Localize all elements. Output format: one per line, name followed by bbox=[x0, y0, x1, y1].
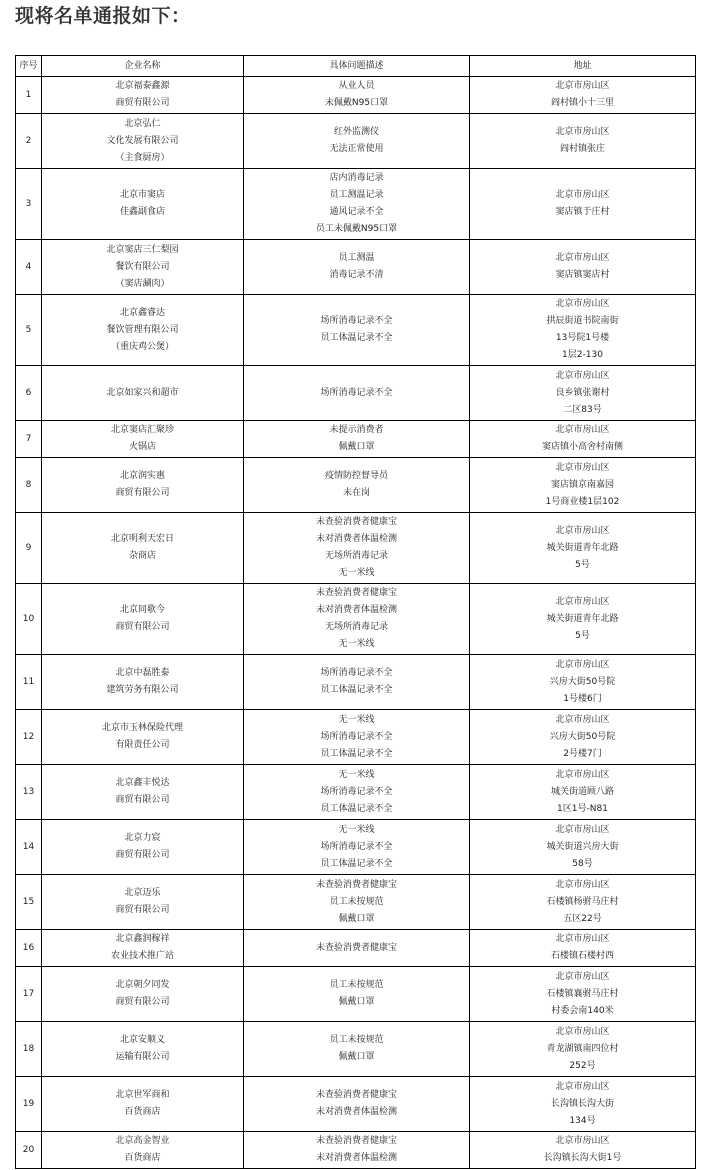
cell-serial-no: 3 bbox=[16, 169, 42, 240]
table-row bbox=[16, 655, 696, 710]
cell-issue-description-line: 佩戴口罩 bbox=[338, 913, 375, 924]
cell-address-line: 北京市房山区 bbox=[555, 81, 610, 91]
table-header-row bbox=[16, 56, 696, 77]
header-issue-description: 具体问题描述 bbox=[244, 56, 470, 77]
table-row bbox=[16, 114, 696, 169]
cell-address bbox=[470, 169, 696, 240]
table-row bbox=[16, 820, 696, 875]
cell-issue-description-line: 场所消毒记录不全 bbox=[320, 786, 393, 797]
cell-serial-no: 5 bbox=[16, 295, 42, 366]
cell-company-name-line: 商贸有限公司 bbox=[115, 850, 170, 860]
cell-address bbox=[470, 655, 696, 710]
cell-issue-description-line: 无一米线 bbox=[338, 824, 375, 835]
cell-address-line: 北京市房山区 bbox=[555, 879, 610, 890]
cell-issue-description-line: 未查验消费者健康宝 bbox=[315, 879, 397, 890]
cell-issue-description-line: 无场所消毒记录 bbox=[324, 551, 388, 561]
cell-address-line: 良乡镇张谢村 bbox=[555, 387, 610, 398]
cell-address bbox=[470, 820, 696, 875]
cell-address-line: 13号院1号楼 bbox=[555, 333, 610, 343]
cell-address-line: 北京市房山区 bbox=[555, 934, 610, 944]
cell-address-line: 石楼镇襄驸马庄村 bbox=[546, 988, 619, 999]
cell-address-line: 村委会南140米 bbox=[551, 1005, 614, 1016]
cell-issue-description-line: 无一米线 bbox=[338, 568, 375, 578]
cell-address-line: 五区22号 bbox=[563, 913, 602, 924]
cell-issue-description-line: 无一米线 bbox=[338, 714, 375, 725]
cell-serial-no: 2 bbox=[16, 114, 42, 169]
cell-issue-description-line: 员工体温记录不全 bbox=[320, 858, 393, 869]
cell-issue-description bbox=[244, 1132, 470, 1169]
cell-company-name-line: 北京市窦店 bbox=[119, 190, 165, 200]
cell-company-name-line: 北京中磊胜泰 bbox=[115, 668, 170, 678]
cell-company-name-line: 商贸有限公司 bbox=[115, 622, 170, 632]
table-row bbox=[16, 967, 696, 1022]
table-row bbox=[16, 1022, 696, 1077]
cell-company-name bbox=[42, 421, 244, 458]
cell-issue-description bbox=[244, 967, 470, 1022]
cell-issue-description-line: 员工未佩戴N95口罩 bbox=[315, 224, 398, 234]
cell-address bbox=[470, 765, 696, 820]
cell-address-line: 窦店镇小高舍村南侧 bbox=[541, 442, 623, 452]
cell-address-line: 城关街道顾八路 bbox=[550, 786, 614, 797]
cell-address-line: 北京市房山区 bbox=[555, 462, 610, 473]
cell-company-name bbox=[42, 114, 244, 169]
cell-address bbox=[470, 458, 696, 513]
cell-issue-description bbox=[244, 513, 470, 584]
cell-address-line: 长沟镇长沟大街 bbox=[550, 1098, 614, 1109]
cell-issue-description bbox=[244, 77, 470, 114]
cell-company-name-line: 百货商店 bbox=[124, 1153, 161, 1163]
cell-serial-no: 18 bbox=[16, 1022, 42, 1077]
cell-address-line: 5号 bbox=[575, 630, 590, 641]
cell-issue-description-line: 员工未按规范 bbox=[329, 980, 384, 990]
cell-issue-description bbox=[244, 875, 470, 930]
cell-issue-description-line: 未查验消费者健康宝 bbox=[315, 1136, 397, 1146]
cell-issue-description-line: 员工测温记录 bbox=[329, 190, 384, 200]
cell-serial-no: 7 bbox=[16, 421, 42, 458]
cell-address-line: 北京市房山区 bbox=[555, 525, 610, 536]
cell-issue-description-line: 佩戴口罩 bbox=[338, 442, 375, 452]
cell-issue-description-line: 员工未按规范 bbox=[329, 896, 384, 907]
cell-address-line: 北京市房山区 bbox=[555, 425, 610, 435]
cell-serial-no: 4 bbox=[16, 240, 42, 295]
cell-address-line: 1号商业楼1层102 bbox=[545, 496, 620, 507]
cell-issue-description-line: 场所消毒记录不全 bbox=[320, 668, 393, 678]
cell-address-line: 1层2-130 bbox=[562, 350, 603, 360]
cell-address bbox=[470, 875, 696, 930]
table-row bbox=[16, 1077, 696, 1132]
cell-issue-description-line: 未对消费者体温检测 bbox=[315, 1107, 397, 1117]
cell-address-line: 1号楼6门 bbox=[563, 693, 602, 704]
cell-address bbox=[470, 1022, 696, 1077]
table-row bbox=[16, 930, 696, 967]
cell-address bbox=[470, 967, 696, 1022]
cell-issue-description-line: 无法正常使用 bbox=[329, 144, 384, 154]
cell-address bbox=[470, 77, 696, 114]
cell-address-line: 阎村镇张庄 bbox=[559, 144, 605, 154]
cell-company-name-line: 北京明利天宏日 bbox=[110, 534, 174, 544]
table-row bbox=[16, 513, 696, 584]
cell-issue-description-line: 未在岗 bbox=[342, 488, 370, 498]
cell-address bbox=[470, 710, 696, 765]
cell-issue-description-line: 从业人员 bbox=[338, 81, 375, 91]
cell-address-line: 石楼镇杨驸马庄村 bbox=[546, 896, 619, 907]
cell-company-name-line: 餐饮管理有限公司 bbox=[106, 324, 179, 335]
cell-address bbox=[470, 421, 696, 458]
cell-address-line: 窦店镇于庄村 bbox=[555, 207, 610, 217]
cell-address-line: 拱辰街道书院南街 bbox=[546, 316, 619, 326]
cell-issue-description bbox=[244, 240, 470, 295]
cell-company-name bbox=[42, 458, 244, 513]
cell-issue-description bbox=[244, 366, 470, 421]
cell-serial-no: 8 bbox=[16, 458, 42, 513]
cell-serial-no: 19 bbox=[16, 1077, 42, 1132]
cell-issue-description-line: 佩戴口罩 bbox=[338, 997, 375, 1007]
cell-company-name-line: （主食厨房） bbox=[115, 152, 170, 163]
cell-address bbox=[470, 1132, 696, 1169]
cell-issue-description-line: 疫情防控督导员 bbox=[324, 471, 388, 481]
cell-issue-description-line: 场所消毒记录不全 bbox=[320, 841, 393, 852]
cell-company-name-line: 商贸有限公司 bbox=[115, 795, 170, 805]
cell-company-name bbox=[42, 513, 244, 584]
cell-address bbox=[470, 513, 696, 584]
cell-company-name bbox=[42, 930, 244, 967]
cell-issue-description bbox=[244, 765, 470, 820]
cell-address-line: 北京市房山区 bbox=[555, 370, 610, 381]
cell-address-line: 北京市房山区 bbox=[555, 127, 610, 137]
cell-address-line: 城关街道兴房大街 bbox=[546, 841, 619, 852]
cell-issue-description-line: 未对消费者体温检测 bbox=[315, 1153, 397, 1163]
cell-company-name-line: 商贸有限公司 bbox=[115, 98, 170, 108]
cell-address-line: 兴房大街50号院 bbox=[549, 731, 616, 742]
cell-company-name bbox=[42, 584, 244, 655]
page-heading: 现将名单通报如下： bbox=[15, 5, 191, 27]
cell-serial-no: 1 bbox=[16, 77, 42, 114]
cell-company-name-line: （重庆鸡公煲） bbox=[110, 341, 174, 352]
cell-company-name bbox=[42, 655, 244, 710]
table-row bbox=[16, 240, 696, 295]
table-row bbox=[16, 169, 696, 240]
cell-company-name-line: 北京鑫润稼祥 bbox=[115, 934, 170, 944]
cell-issue-description-line: 员工体温记录不全 bbox=[320, 333, 393, 343]
cell-issue-description bbox=[244, 710, 470, 765]
cell-company-name-line: 北京力宸 bbox=[124, 833, 161, 843]
cell-company-name-line: 商贸有限公司 bbox=[115, 905, 170, 915]
table-row bbox=[16, 458, 696, 513]
cell-company-name-line: 有限责任公司 bbox=[115, 740, 170, 750]
cell-company-name-line: 北京世军商和 bbox=[115, 1090, 170, 1100]
cell-company-name-line: 北京弘仁 bbox=[124, 118, 161, 129]
cell-address-line: 二区83号 bbox=[563, 404, 602, 415]
cell-issue-description-line: 员工体温记录不全 bbox=[320, 803, 393, 814]
cell-address-line: 北京市房山区 bbox=[555, 971, 610, 982]
cell-company-name bbox=[42, 875, 244, 930]
cell-address bbox=[470, 366, 696, 421]
cell-issue-description-line: 佩戴口罩 bbox=[338, 1052, 375, 1062]
cell-company-name-line: 农业技术推广站 bbox=[110, 951, 174, 961]
table-row bbox=[16, 77, 696, 114]
cell-address-line: 北京市房山区 bbox=[555, 1026, 610, 1037]
cell-issue-description-line: 未查验消费者健康宝 bbox=[315, 588, 397, 598]
cell-company-name-line: 北京窦店汇聚珍 bbox=[110, 425, 174, 435]
cell-company-name bbox=[42, 240, 244, 295]
header-address: 地址 bbox=[470, 56, 696, 77]
cell-address-line: 1区1号-N81 bbox=[557, 803, 608, 814]
notice-table bbox=[15, 55, 696, 1169]
cell-address-line: 北京市房山区 bbox=[555, 299, 610, 309]
cell-issue-description-line: 未佩戴N95口罩 bbox=[324, 98, 389, 108]
cell-address bbox=[470, 930, 696, 967]
table-row bbox=[16, 710, 696, 765]
cell-address-line: 城关街道青年北路 bbox=[546, 613, 619, 624]
table-row bbox=[16, 366, 696, 421]
cell-serial-no: 16 bbox=[16, 930, 42, 967]
cell-company-name-line: 北京鑫丰悦达 bbox=[115, 778, 170, 788]
cell-address-line: 134号 bbox=[569, 1115, 596, 1126]
cell-address-line: 窦店镇京南嘉园 bbox=[550, 479, 614, 490]
cell-address-line: 北京市房山区 bbox=[555, 253, 610, 263]
header-company-name: 企业名称 bbox=[42, 56, 244, 77]
cell-company-name-line: 北京市玉林保险代理 bbox=[101, 723, 183, 733]
cell-company-name-line: 商贸有限公司 bbox=[115, 997, 170, 1007]
cell-address bbox=[470, 584, 696, 655]
cell-serial-no: 12 bbox=[16, 710, 42, 765]
cell-address-line: 阎村镇小十三里 bbox=[550, 98, 614, 108]
cell-address-line: 北京市房山区 bbox=[555, 1136, 610, 1146]
cell-company-name-line: 北京润实惠 bbox=[119, 471, 165, 481]
table-body bbox=[16, 77, 696, 1169]
cell-company-name bbox=[42, 1022, 244, 1077]
cell-serial-no: 11 bbox=[16, 655, 42, 710]
cell-address-line: 北京市房山区 bbox=[555, 596, 610, 607]
cell-issue-description-line: 未对消费者体温检测 bbox=[315, 605, 397, 615]
cell-issue-description-line: 无一米线 bbox=[338, 639, 375, 649]
cell-issue-description-line: 未查验消费者健康宝 bbox=[315, 517, 397, 527]
cell-issue-description-line: 无一米线 bbox=[338, 769, 375, 780]
cell-serial-no: 14 bbox=[16, 820, 42, 875]
cell-address-line: 58号 bbox=[572, 858, 593, 869]
cell-issue-description-line: 未对消费者体温检测 bbox=[315, 534, 397, 544]
cell-issue-description bbox=[244, 1022, 470, 1077]
cell-issue-description-line: 消毒记录不清 bbox=[329, 270, 384, 280]
cell-issue-description-line: 红外监测仪 bbox=[333, 127, 379, 137]
cell-address-line: 青龙湖镇南四位村 bbox=[546, 1043, 619, 1054]
cell-issue-description-line: 未提示消费者 bbox=[329, 425, 384, 435]
cell-address-line: 城关街道青年北路 bbox=[546, 542, 619, 553]
cell-address bbox=[470, 240, 696, 295]
table-row bbox=[16, 584, 696, 655]
cell-address-line: 2号楼7门 bbox=[563, 748, 602, 759]
cell-company-name-line: 北京安顺义 bbox=[119, 1035, 165, 1045]
cell-issue-description bbox=[244, 820, 470, 875]
cell-company-name bbox=[42, 820, 244, 875]
cell-address-line: 5号 bbox=[575, 559, 590, 570]
cell-company-name bbox=[42, 77, 244, 114]
cell-address-line: 252号 bbox=[569, 1060, 596, 1071]
cell-company-name bbox=[42, 765, 244, 820]
cell-serial-no: 13 bbox=[16, 765, 42, 820]
cell-issue-description-line: 无场所消毒记录 bbox=[324, 622, 388, 632]
cell-issue-description bbox=[244, 655, 470, 710]
cell-serial-no: 17 bbox=[16, 967, 42, 1022]
cell-issue-description-line: 店内消毒记录 bbox=[329, 173, 384, 183]
cell-issue-description-line: 员工体温记录不全 bbox=[320, 685, 393, 695]
cell-serial-no: 10 bbox=[16, 584, 42, 655]
cell-issue-description-line: 员工未按规范 bbox=[329, 1035, 384, 1045]
cell-address bbox=[470, 114, 696, 169]
cell-address-line: 北京市房山区 bbox=[555, 659, 610, 670]
cell-address-line: 北京市房山区 bbox=[555, 190, 610, 200]
cell-issue-description bbox=[244, 930, 470, 967]
cell-company-name-line: 北京迈乐 bbox=[124, 888, 161, 898]
cell-address bbox=[470, 1077, 696, 1132]
cell-serial-no: 9 bbox=[16, 513, 42, 584]
cell-company-name bbox=[42, 1077, 244, 1132]
cell-company-name bbox=[42, 295, 244, 366]
cell-company-name-line: 北京高金智业 bbox=[115, 1136, 170, 1146]
cell-issue-description bbox=[244, 114, 470, 169]
cell-issue-description bbox=[244, 1077, 470, 1132]
cell-issue-description-line: 通风记录不全 bbox=[329, 207, 384, 217]
cell-address-line: 北京市房山区 bbox=[555, 769, 610, 780]
cell-company-name-line: 北京同歌今 bbox=[119, 605, 165, 615]
cell-address-line: 窦店镇窦店村 bbox=[555, 270, 610, 280]
cell-company-name-line: 商贸有限公司 bbox=[115, 488, 170, 498]
table-row bbox=[16, 421, 696, 458]
cell-address bbox=[470, 295, 696, 366]
cell-address-line: 石楼镇石楼村西 bbox=[550, 951, 614, 961]
cell-company-name-line: 建筑劳务有限公司 bbox=[106, 685, 179, 695]
cell-issue-description-line: 员工体温记录不全 bbox=[320, 748, 393, 759]
cell-issue-description bbox=[244, 584, 470, 655]
table-row bbox=[16, 295, 696, 366]
cell-company-name-line: 北京如家兴和超市 bbox=[106, 387, 179, 398]
cell-issue-description bbox=[244, 458, 470, 513]
cell-company-name-line: 火锅店 bbox=[128, 442, 156, 452]
cell-company-name bbox=[42, 710, 244, 765]
cell-serial-no: 15 bbox=[16, 875, 42, 930]
cell-company-name-line: 佳鑫副食店 bbox=[119, 207, 165, 217]
table-row bbox=[16, 875, 696, 930]
cell-address-line: 兴房大街50号院 bbox=[549, 676, 616, 687]
cell-address-line: 北京市房山区 bbox=[555, 714, 610, 725]
table-row bbox=[16, 1132, 696, 1169]
cell-issue-description-line: 场所消毒记录不全 bbox=[320, 387, 393, 398]
cell-company-name bbox=[42, 169, 244, 240]
cell-company-name-line: 运输有限公司 bbox=[115, 1052, 170, 1062]
cell-issue-description bbox=[244, 295, 470, 366]
cell-company-name-line: 北京福泰鑫源 bbox=[115, 81, 170, 91]
cell-company-name-line: （窦店涮肉） bbox=[115, 278, 170, 289]
cell-company-name-line: 文化发展有限公司 bbox=[106, 135, 179, 146]
cell-company-name-line: 北京朝夕同发 bbox=[115, 980, 170, 990]
cell-address-line: 北京市房山区 bbox=[555, 824, 610, 835]
cell-issue-description bbox=[244, 421, 470, 458]
cell-company-name bbox=[42, 366, 244, 421]
cell-company-name bbox=[42, 1132, 244, 1169]
cell-address-line: 长沟镇长沟大街1号 bbox=[543, 1153, 622, 1163]
cell-issue-description-line: 场所消毒记录不全 bbox=[320, 731, 393, 742]
cell-company-name-line: 餐饮有限公司 bbox=[115, 261, 170, 272]
cell-issue-description-line: 未查验消费者健康宝 bbox=[315, 1090, 397, 1100]
cell-company-name-line: 北京窦店三仁梨园 bbox=[106, 244, 179, 255]
cell-company-name-line: 北京鑫睿达 bbox=[119, 307, 165, 318]
cell-issue-description-line: 场所消毒记录不全 bbox=[320, 316, 393, 326]
table-row bbox=[16, 765, 696, 820]
cell-company-name-line: 百货商店 bbox=[124, 1107, 161, 1117]
cell-issue-description-line: 员工测温 bbox=[338, 253, 375, 263]
cell-issue-description-line: 未查验消费者健康宝 bbox=[315, 942, 397, 953]
cell-company-name-line: 杂商店 bbox=[128, 551, 156, 561]
cell-serial-no: 6 bbox=[16, 366, 42, 421]
cell-company-name bbox=[42, 967, 244, 1022]
cell-serial-no: 20 bbox=[16, 1132, 42, 1169]
header-serial-no: 序号 bbox=[16, 56, 42, 77]
cell-issue-description bbox=[244, 169, 470, 240]
cell-address-line: 北京市房山区 bbox=[555, 1081, 610, 1092]
